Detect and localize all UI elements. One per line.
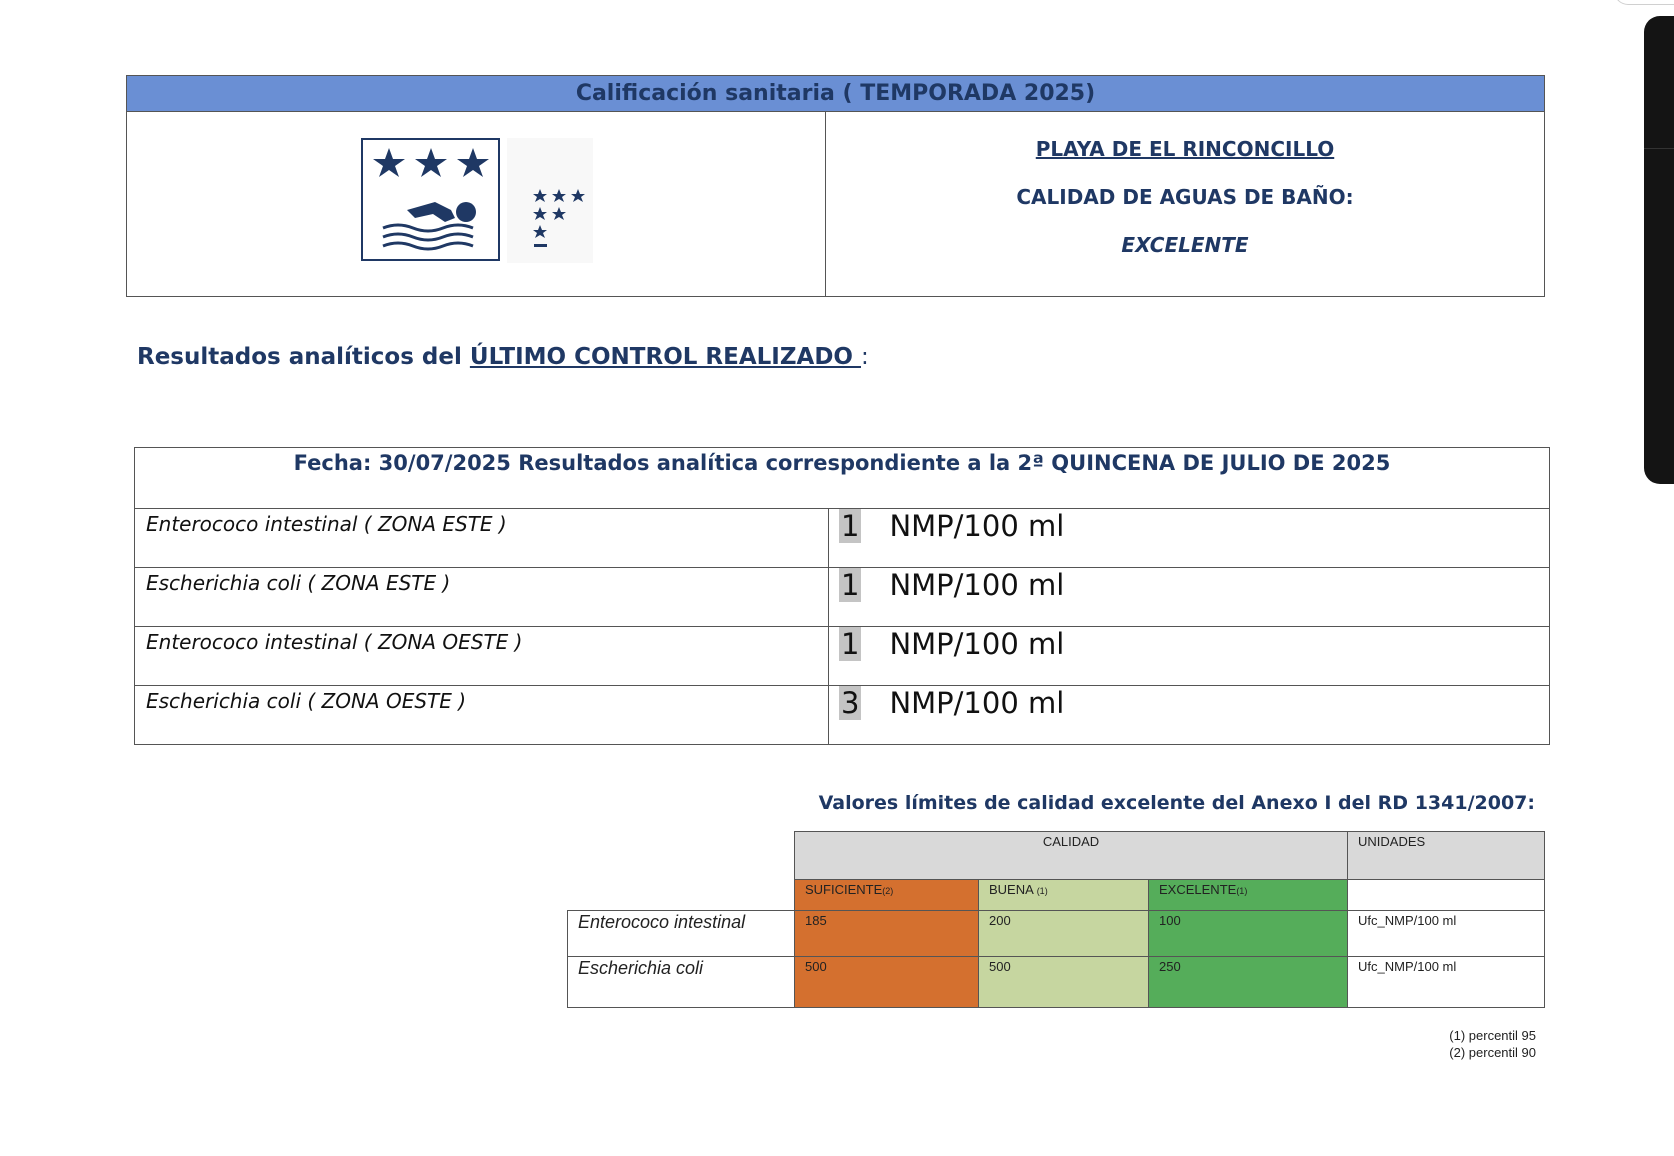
col-buena: [978, 879, 1149, 911]
units-header: UNIDADES: [1347, 831, 1545, 880]
result-value: 3: [841, 686, 860, 720]
window-corner: [1614, 0, 1674, 5]
parameter-name: Enterococo intestinal ( ZONA OESTE ): [135, 627, 829, 685]
limit-value: 200: [978, 910, 1149, 957]
results-title-suffix: :: [860, 344, 869, 370]
three-stars-swimmer-icon: [361, 138, 500, 261]
beach-name: PLAYA DE EL RINCONCILLO: [1035, 137, 1335, 161]
table-row: [135, 686, 1549, 744]
col-suficiente-label: SUFICIENTE: [805, 882, 883, 897]
results-section-title: [137, 344, 869, 370]
limit-value: 500: [978, 956, 1149, 1008]
result-value: 1: [841, 627, 860, 661]
table-row: [135, 568, 1549, 627]
result-unit: NMP/100 ml: [889, 568, 1065, 602]
units-blank: [1347, 879, 1545, 911]
result-value: 1: [841, 509, 860, 543]
results-title-prefix: Resultados analíticos del: [137, 344, 470, 370]
limit-param: Enterococo intestinal: [567, 910, 795, 957]
footnote-1: (1) percentil 95: [1449, 1028, 1536, 1043]
madrid-stars-flag-icon: [507, 138, 593, 263]
col-excelente: [1148, 879, 1348, 911]
qualification-table: [126, 75, 1545, 297]
result-unit: NMP/100 ml: [889, 686, 1065, 720]
parameter-name: Enterococo intestinal ( ZONA ESTE ): [135, 509, 829, 567]
limit-value: 250: [1148, 956, 1348, 1008]
quality-header: CALIDAD: [794, 831, 1348, 880]
table-row: [135, 627, 1549, 686]
col-suficiente: [794, 879, 979, 911]
limit-param: Escherichia coli: [567, 956, 795, 1008]
limit-unit: Ufc_NMP/100 ml: [1347, 956, 1545, 1008]
logos-cell: [127, 112, 826, 297]
limit-value: 500: [794, 956, 979, 1008]
col-suficiente-note: (2): [882, 886, 894, 896]
beach-quality-cell: [826, 112, 1544, 297]
col-excelente-label: EXCELENTE: [1159, 882, 1237, 897]
results-table: [134, 447, 1550, 745]
footnote-2: (2) percentil 90: [1449, 1045, 1536, 1060]
col-excelente-note: (1): [1236, 886, 1248, 896]
table-row: [135, 509, 1549, 568]
side-panel[interactable]: [1644, 16, 1674, 484]
limit-value: 185: [794, 910, 979, 957]
parameter-name: Escherichia coli ( ZONA OESTE ): [135, 686, 829, 744]
parameter-name: Escherichia coli ( ZONA ESTE ): [135, 568, 829, 626]
side-panel-divider: [1644, 148, 1674, 149]
limit-value: 100: [1148, 910, 1348, 957]
results-title-underlined: ÚLTIMO CONTROL REALIZADO: [469, 344, 861, 370]
col-buena-label: BUENA: [989, 882, 1037, 897]
quality-label: CALIDAD DE AGUAS DE BAÑO:: [1016, 185, 1354, 209]
results-heading: Fecha: 30/07/2025 Resultados analítica correspondiente a la 2ª QUINCENA DE JULIO DE 2025: [135, 448, 1549, 509]
qualification-title: Calificación sanitaria ( TEMPORADA 2025): [127, 76, 1544, 112]
limit-unit: Ufc_NMP/100 ml: [1347, 910, 1545, 957]
result-unit: NMP/100 ml: [889, 627, 1065, 661]
result-unit: NMP/100 ml: [889, 509, 1065, 543]
col-buena-note: (1): [1036, 886, 1048, 896]
quality-value: EXCELENTE: [1121, 233, 1249, 257]
limits-title: Valores límites de calidad excelente del Anexo I del RD 1341/2007:: [818, 792, 1535, 814]
result-value: 1: [841, 568, 860, 602]
